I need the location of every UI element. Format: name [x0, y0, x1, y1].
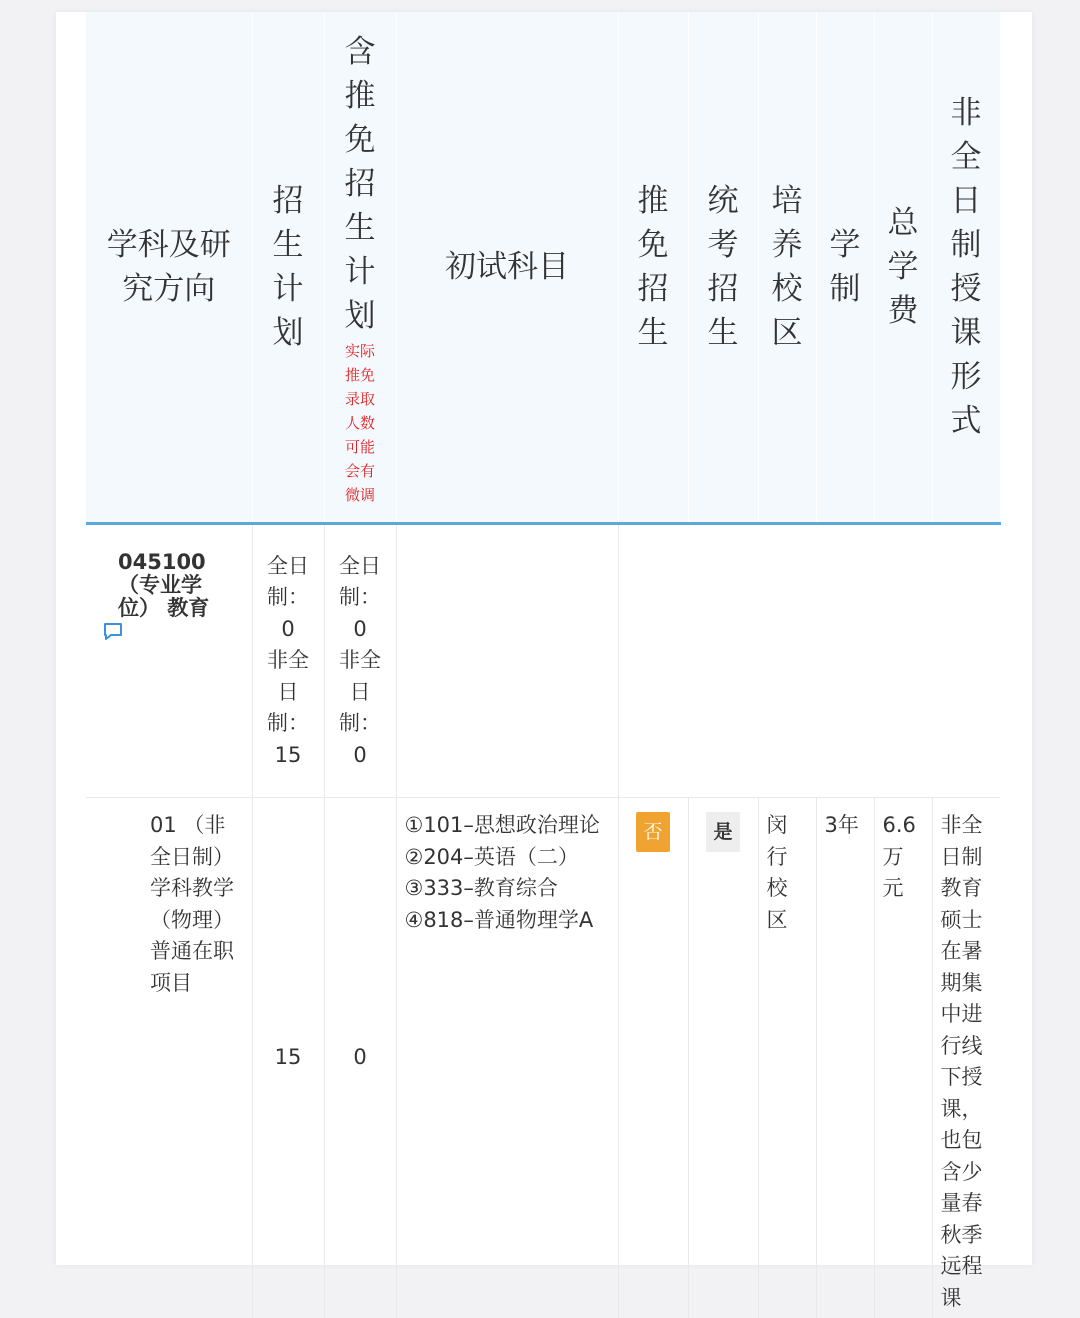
parttime-form-line: 硕士: [941, 905, 1001, 937]
header-char: 免: [345, 118, 376, 162]
direction-line: 项目: [150, 968, 246, 1000]
parttime-form-line: 远程: [941, 1251, 1001, 1283]
recommended-line: 0: [325, 614, 396, 646]
unified-exam-badge: 是: [706, 812, 740, 852]
direction-line: 普通在职: [150, 936, 246, 968]
major-plan: [252, 524, 324, 798]
header-char: 非: [951, 91, 982, 135]
major-row: [86, 524, 1000, 798]
duration-text: 3年: [817, 798, 874, 842]
header-tuition: [874, 12, 932, 524]
direction-tuition: [874, 798, 932, 1318]
parttime-form-line: 也包: [941, 1125, 1001, 1157]
recommended-line: 制：: [325, 582, 396, 614]
header-plan: [252, 12, 324, 524]
direction-exams: [396, 798, 618, 1318]
direction-line: 全日制）: [150, 842, 246, 874]
header-unified-exam-text: [708, 179, 739, 355]
header-note-line: 录取: [325, 388, 396, 410]
header-exam-subjects: [396, 12, 618, 524]
header-char: 招: [708, 267, 739, 311]
table-card: [56, 12, 1032, 1265]
header-char: 划: [273, 311, 304, 355]
major-tui-empty: [874, 524, 932, 798]
direction-duration: [816, 798, 874, 1318]
header-note-line: 会有: [325, 460, 396, 482]
major-campus-empty: [758, 524, 816, 798]
header-recommended-plan: [324, 12, 396, 524]
header-char: 生: [708, 311, 739, 355]
direction-recommend-admit: [618, 798, 688, 1318]
header-tuition-text: [888, 201, 919, 333]
recommended-line: 制：: [325, 708, 396, 740]
recommended-line: 全日: [325, 551, 396, 583]
direction-cell: [86, 798, 252, 1318]
header-row: [86, 12, 1000, 524]
tuition-lines: [875, 798, 932, 905]
recommended-line: 0: [325, 740, 396, 772]
exam-item: ①101–思想政治理论: [405, 810, 618, 842]
direction-plan: 15: [252, 798, 324, 1318]
campus-line: 区: [767, 905, 816, 937]
header-note-line: 实际: [325, 340, 396, 362]
tuition-line: 万: [883, 842, 932, 874]
header-char: 校: [772, 267, 803, 311]
campus-line: 闵: [767, 810, 816, 842]
header-recommend-admit-text: [638, 179, 669, 355]
direction-row: [86, 798, 1000, 1318]
parttime-form-line: 非全: [941, 810, 1001, 842]
header-note-line: 推免: [325, 364, 396, 386]
parttime-form-line: 期集: [941, 968, 1001, 1000]
header-char: 区: [772, 311, 803, 355]
header-note-line: 人数: [325, 412, 396, 434]
major-cell: [86, 524, 252, 798]
direction-campus: [758, 798, 816, 1318]
header-char: 推: [638, 179, 669, 223]
major-ue-empty: [688, 524, 758, 798]
header-char: 招: [273, 179, 304, 223]
campus-line: 行: [767, 842, 816, 874]
exam-item: ②204–英语（二）: [405, 842, 618, 874]
header-char: 含: [345, 30, 376, 74]
header-char: 总: [888, 201, 919, 245]
direction-line: （物理）: [150, 905, 246, 937]
recommend-admit-badge: 否: [636, 812, 670, 852]
header-char: 生: [638, 311, 669, 355]
exam-list: [397, 798, 618, 936]
major-recommended: [324, 524, 396, 798]
parttime-form-line: 下授: [941, 1062, 1001, 1094]
major-dur-empty: [816, 524, 874, 798]
header-plan-text: [273, 179, 304, 355]
header-char: 计: [273, 267, 304, 311]
major-ra-empty: [618, 524, 688, 798]
parttime-form-lines: [933, 798, 1001, 1314]
header-char: 划: [345, 294, 376, 338]
exam-item: ③333–教育综合: [405, 873, 618, 905]
header-char: 养: [772, 223, 803, 267]
header-parttime-form: [932, 12, 1000, 524]
header-char: 招: [638, 267, 669, 311]
header-char: 统: [708, 179, 739, 223]
major-title: [118, 551, 228, 620]
plan-line: 0: [253, 614, 324, 646]
header-char: 培: [772, 179, 803, 223]
parttime-form-line: 含少: [941, 1157, 1001, 1189]
major-code: 045100: [118, 551, 228, 574]
header-note-line: 可能: [325, 436, 396, 458]
header-char: 招: [345, 162, 376, 206]
header-char: 制: [830, 267, 861, 311]
header-char: 授: [951, 267, 982, 311]
parttime-form-line: 日制: [941, 842, 1001, 874]
admission-table: [86, 12, 1001, 1318]
direction-unified-exam: [688, 798, 758, 1318]
header-char: 式: [951, 399, 982, 443]
header-char: 费: [888, 289, 919, 333]
parttime-form-line: 中进: [941, 999, 1001, 1031]
major-plan-lines: [253, 551, 324, 772]
header-unified-exam: [688, 12, 758, 524]
header-char: 免: [638, 223, 669, 267]
major-exam-empty: [396, 524, 618, 798]
header-recommend-admit: [618, 12, 688, 524]
header-char: 考: [708, 223, 739, 267]
recommended-line: 非全: [325, 645, 396, 677]
major-degree-2: 位） 教育: [118, 597, 228, 620]
direction-line: 01 （非: [150, 810, 246, 842]
exam-item: ④818–普通物理学A: [405, 905, 618, 937]
header-char: 学: [830, 223, 861, 267]
header-duration: [816, 12, 874, 524]
parttime-form-line: 行线: [941, 1031, 1001, 1063]
header-char: 计: [345, 250, 376, 294]
direction-lines: [150, 798, 246, 999]
header-subject: [86, 12, 252, 524]
tuition-line: 6.6: [883, 810, 932, 842]
major-form-empty: [932, 524, 1000, 798]
major-degree-1: （专业学: [118, 574, 228, 597]
parttime-form-line: 量春: [941, 1188, 1001, 1220]
header-duration-text: [830, 223, 861, 311]
header-char: 推: [345, 74, 376, 118]
parttime-form-line: 课，: [941, 1094, 1001, 1126]
plan-line: 全日: [253, 551, 324, 583]
header-char: 日: [951, 179, 982, 223]
plan-line: 日: [253, 677, 324, 709]
campus-line: 校: [767, 873, 816, 905]
header-char: 生: [345, 206, 376, 250]
direction-line: 学科教学: [150, 873, 246, 905]
header-recommended-text: [345, 30, 376, 338]
header-char: 全: [951, 135, 982, 179]
plan-line: 15: [253, 740, 324, 772]
parttime-form-line: 教育: [941, 873, 1001, 905]
header-char: 课: [951, 311, 982, 355]
header-recommended-note: [325, 340, 396, 506]
tuition-line: 元: [883, 873, 932, 905]
parttime-form-line: 课: [941, 1283, 1001, 1315]
parttime-form-line: 在暑: [941, 936, 1001, 968]
direction-parttime-form: [932, 798, 1000, 1318]
header-exam-text: 初试科目: [397, 245, 618, 289]
campus-lines: [759, 798, 816, 936]
parttime-form-line: 秋季: [941, 1220, 1001, 1252]
header-campus: [758, 12, 816, 524]
header-char: 形: [951, 355, 982, 399]
header-char: 生: [273, 223, 304, 267]
plan-line: 非全: [253, 645, 324, 677]
comment-icon[interactable]: [102, 622, 124, 642]
header-subject-text: 学科及研究方向: [104, 223, 234, 311]
direction-recommended: 0: [324, 798, 396, 1318]
header-note-line: 微调: [325, 484, 396, 506]
header-char: 学: [888, 245, 919, 289]
header-char: 制: [951, 223, 982, 267]
header-campus-text: [772, 179, 803, 355]
header-parttime-form-text: [951, 91, 982, 443]
recommended-line: 日: [325, 677, 396, 709]
plan-line: 制：: [253, 582, 324, 614]
plan-line: 制：: [253, 708, 324, 740]
major-recommended-lines: [325, 551, 396, 772]
